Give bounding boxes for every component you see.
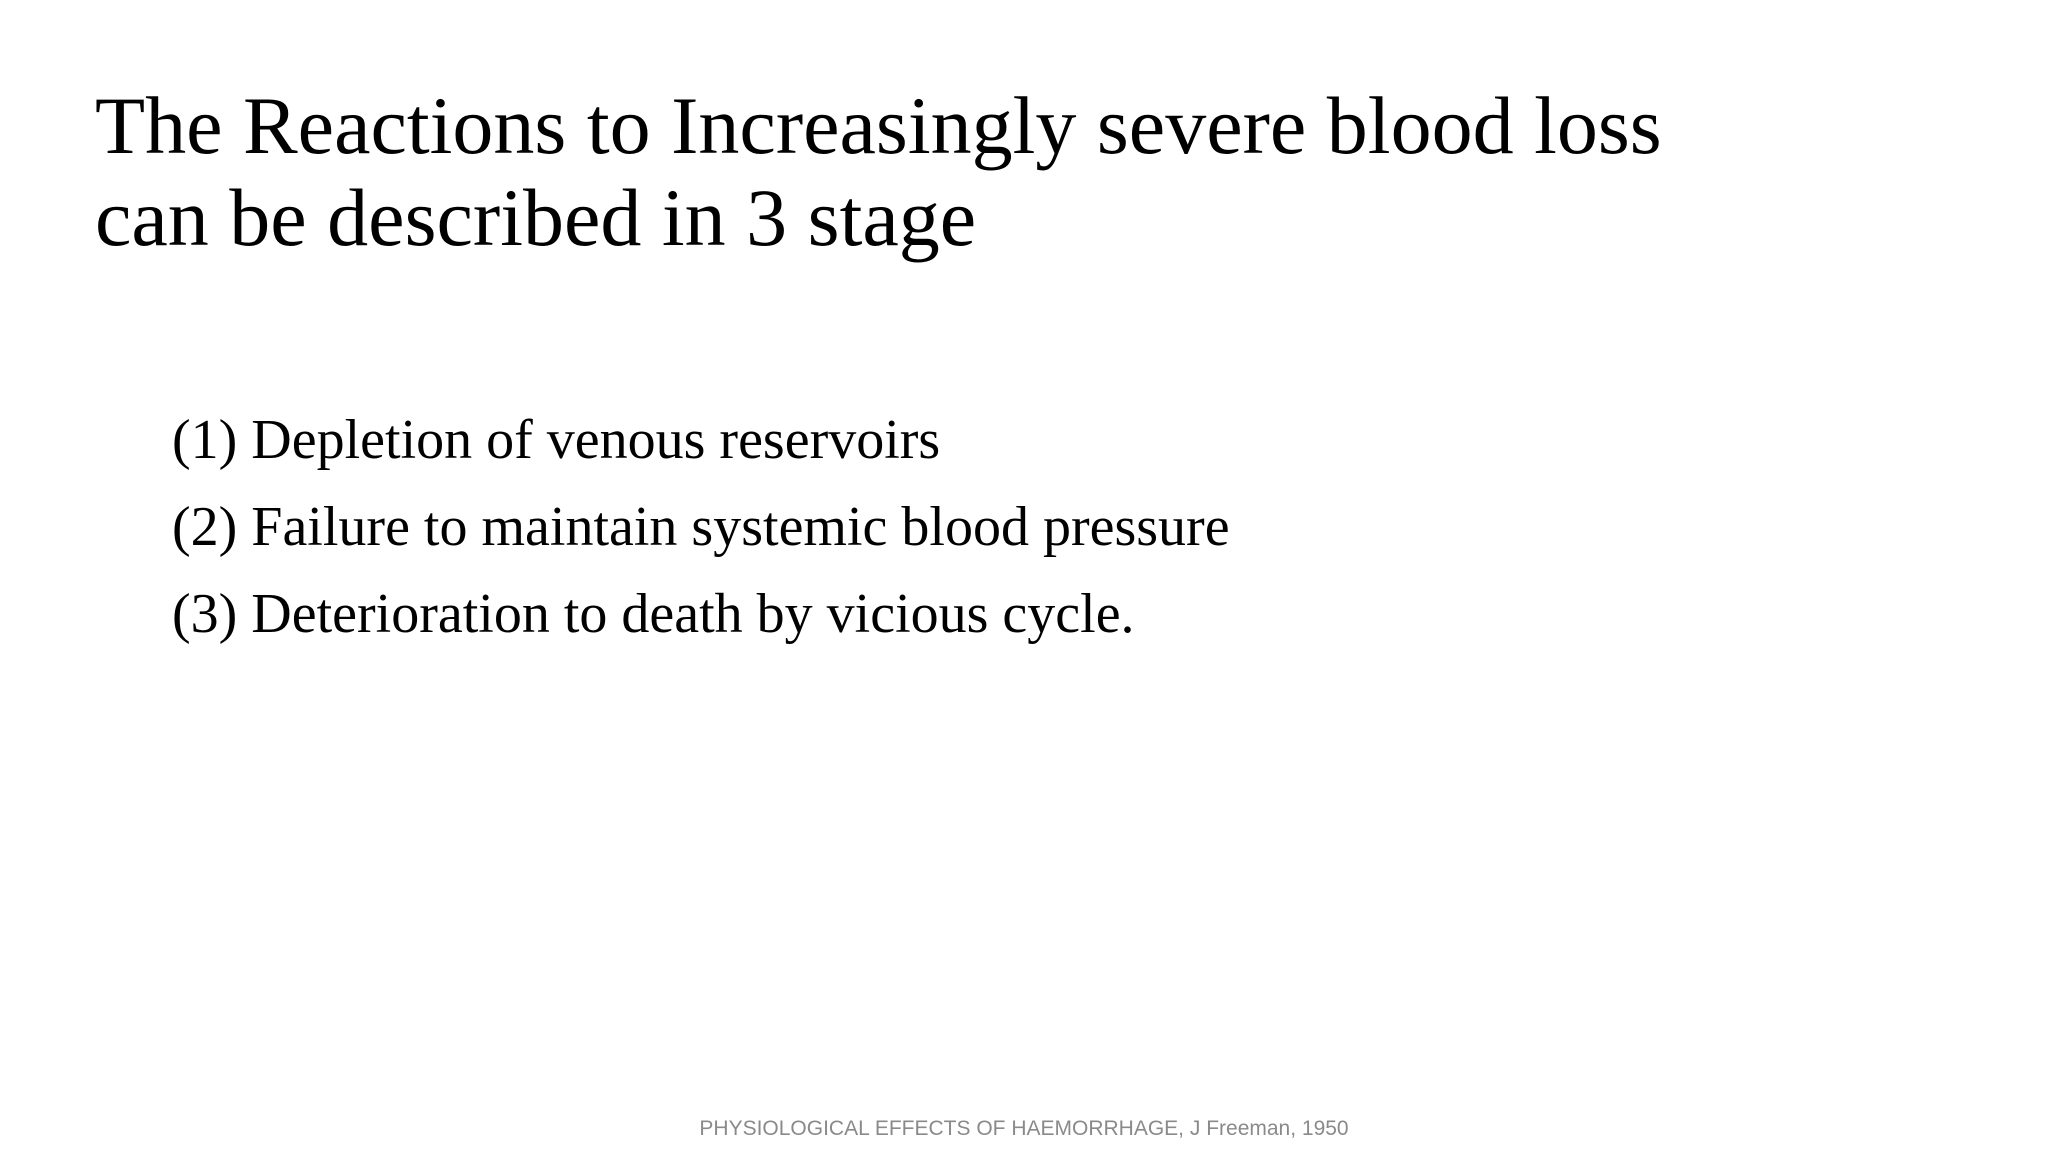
slide-title-line-2: can be described in 3 stage	[95, 172, 977, 263]
slide-title	[95, 80, 1955, 264]
stage-list	[172, 397, 1230, 658]
stage-item-2: (2) Failure to maintain systemic blood pressure	[172, 496, 1230, 558]
stage-item-1: (1) Depletion of venous reservoirs	[172, 409, 941, 471]
slide-footer-citation: PHYSIOLOGICAL EFFECTS OF HAEMORRHAGE, J Freeman, 1950	[699, 1117, 1349, 1140]
slide-title-line-1: The Reactions to Increasingly severe blood loss	[95, 80, 1662, 171]
stage-item-3: (3) Deterioration to death by vicious cycle.	[172, 583, 1135, 645]
